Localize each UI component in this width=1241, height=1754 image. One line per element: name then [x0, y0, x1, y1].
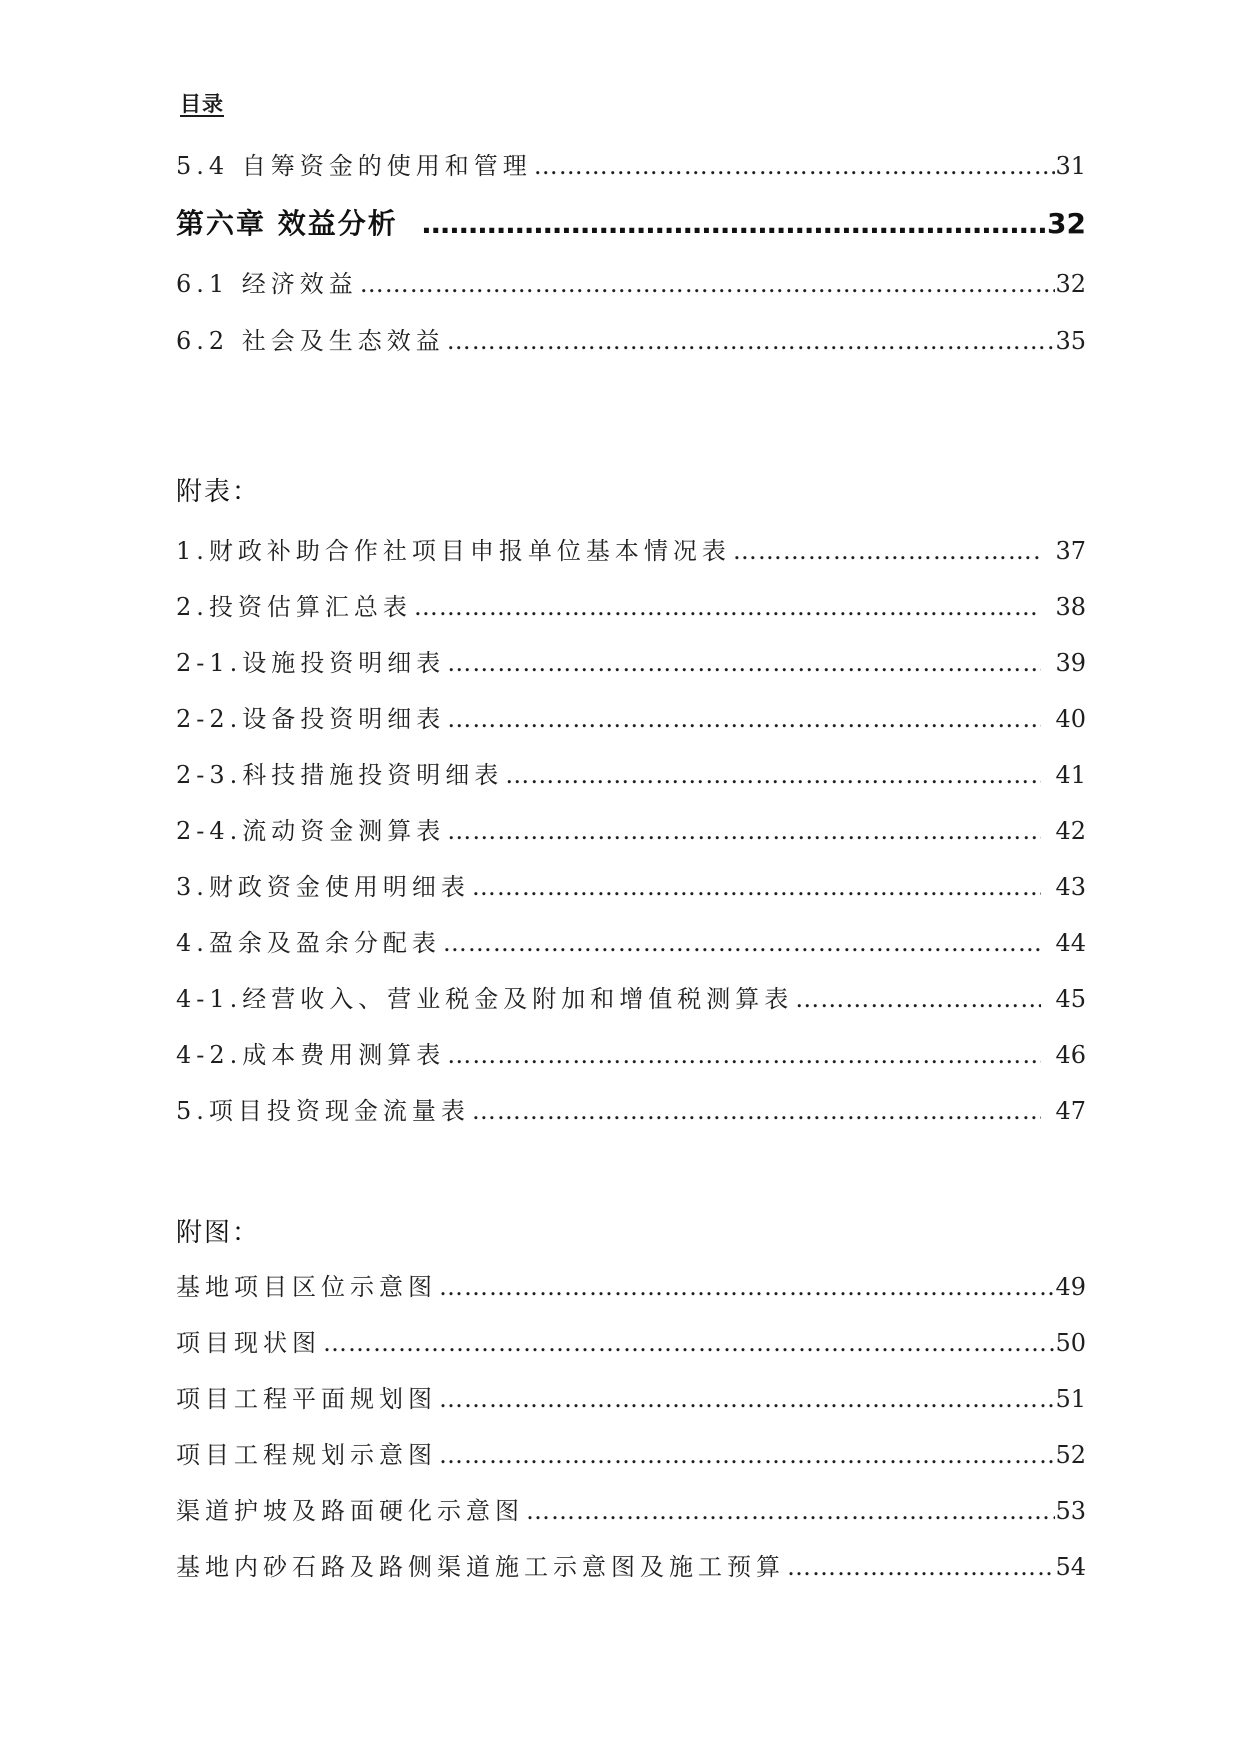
appendix-table-entry[interactable]	[176, 1091, 1086, 1126]
toc-leader-dots	[785, 1553, 1055, 1581]
page-header: 目录	[180, 92, 224, 116]
toc-leader-dots	[358, 270, 1056, 298]
toc-entry-label: 基地内砂石路及路侧渠道施工示意图及施工预算	[176, 1553, 785, 1581]
appendix-table-entry[interactable]	[176, 867, 1086, 902]
appendix-table-entry[interactable]	[176, 923, 1086, 958]
toc-entry-label: 5.项目投资现金流量表	[176, 1097, 470, 1125]
toc-entry-page: 37	[1055, 537, 1086, 565]
toc-entry-page: 47	[1055, 1097, 1086, 1125]
appendix-figure-entry[interactable]	[176, 1547, 1086, 1582]
appendix-table-entry[interactable]	[176, 1035, 1086, 1070]
toc-entry-label: 2-1.设施投资明细表	[176, 649, 446, 677]
toc-entry-page: 46	[1055, 1041, 1086, 1069]
appendix-table-entry[interactable]	[176, 699, 1086, 734]
toc-entry-label: 2.投资估算汇总表	[176, 593, 412, 621]
toc-leader-dots	[470, 1097, 1042, 1125]
toc-entry-page: 38	[1055, 593, 1086, 621]
toc-entry[interactable]	[176, 146, 1086, 181]
toc-entry-label: 项目现状图	[176, 1329, 321, 1357]
toc-entry-label: 2-3.科技措施投资明细表	[176, 761, 504, 789]
toc-entry-label: 6.2 社会及生态效益	[176, 327, 445, 355]
toc-entry-label: 4.盈余及盈余分配表	[176, 929, 441, 957]
toc-entry-page: 44	[1055, 929, 1086, 957]
appendix-table-entry[interactable]	[176, 643, 1086, 678]
toc-leader-dots	[445, 817, 1041, 845]
toc-leader-dots	[445, 1041, 1041, 1069]
toc-entry-label: 5.4 自筹资金的使用和管理	[176, 152, 532, 180]
toc-leader-dots	[532, 152, 1056, 180]
appendix-figure-entry[interactable]	[176, 1491, 1086, 1526]
toc-entry[interactable]	[176, 264, 1086, 299]
toc-chapter-page: 32	[1047, 207, 1086, 240]
toc-entry-label: 4-1.经营收入、营业税金及附加和增值税测算表	[176, 985, 794, 1013]
toc-entry-label: 1.财政补助合作社项目申报单位基本情况表	[176, 537, 731, 565]
toc-leader-dots	[445, 705, 1041, 733]
toc-leader-dots	[441, 929, 1042, 957]
toc-entry-label: 渠道护坡及路面硬化示意图	[176, 1497, 524, 1525]
toc-entry-page: 31	[1055, 152, 1086, 180]
appendix-tables-title: 附表：	[176, 477, 261, 507]
toc-chapter-entry[interactable]	[176, 202, 1086, 242]
toc-entry-page: 54	[1055, 1553, 1086, 1581]
appendix-table-entry[interactable]	[176, 755, 1086, 790]
appendix-figure-entry[interactable]	[176, 1323, 1086, 1358]
toc-leader-dots	[321, 1329, 1055, 1357]
toc-leader-dots	[445, 327, 1056, 355]
toc-entry-page: 35	[1055, 327, 1086, 355]
appendix-table-entry[interactable]	[176, 587, 1086, 622]
toc-entry[interactable]	[176, 321, 1086, 356]
toc-entry-label: 项目工程规划示意图	[176, 1441, 437, 1469]
toc-leader-dots	[420, 207, 1047, 240]
toc-entry-page: 32	[1055, 270, 1086, 298]
appendix-figure-entry[interactable]	[176, 1379, 1086, 1414]
toc-entry-label: 项目工程平面规划图	[176, 1385, 437, 1413]
toc-leader-dots	[470, 873, 1042, 901]
appendix-table-entry[interactable]	[176, 979, 1086, 1014]
appendix-figure-entry[interactable]	[176, 1435, 1086, 1470]
toc-entry-label: 6.1 经济效益	[176, 270, 358, 298]
toc-entry-page: 52	[1055, 1441, 1086, 1469]
toc-leader-dots	[524, 1497, 1055, 1525]
toc-entry-page: 45	[1055, 985, 1086, 1013]
toc-leader-dots	[437, 1385, 1055, 1413]
appendix-figure-entry[interactable]	[176, 1267, 1086, 1302]
toc-leader-dots	[437, 1441, 1055, 1469]
toc-entry-label: 2-2.设备投资明细表	[176, 705, 446, 733]
toc-leader-dots	[793, 985, 1041, 1013]
toc-entry-label: 4-2.成本费用测算表	[176, 1041, 446, 1069]
toc-leader-dots	[445, 649, 1041, 677]
toc-entry-page: 42	[1055, 817, 1086, 845]
toc-chapter-label: 第六章 效益分析	[176, 207, 398, 240]
toc-leader-dots	[412, 593, 1042, 621]
appendix-table-entry[interactable]	[176, 811, 1086, 846]
toc-entry-page: 39	[1055, 649, 1086, 677]
toc-entry-page: 53	[1055, 1497, 1086, 1525]
appendix-figures-title: 附图：	[176, 1218, 261, 1248]
toc-leader-dots	[731, 537, 1042, 565]
toc-entry-page: 49	[1055, 1273, 1086, 1301]
toc-entry-label: 2-4.流动资金测算表	[176, 817, 446, 845]
toc-entry-page: 40	[1055, 705, 1086, 733]
toc-entry-page: 43	[1055, 873, 1086, 901]
toc-entry-label: 基地项目区位示意图	[176, 1273, 437, 1301]
toc-entry-page: 51	[1055, 1385, 1086, 1413]
toc-leader-dots	[503, 761, 1041, 789]
toc-entry-page: 50	[1055, 1329, 1086, 1357]
appendix-table-entry[interactable]	[176, 531, 1086, 566]
toc-entry-page: 41	[1055, 761, 1086, 789]
toc-leader-dots	[437, 1273, 1055, 1301]
toc-entry-label: 3.财政资金使用明细表	[176, 873, 470, 901]
